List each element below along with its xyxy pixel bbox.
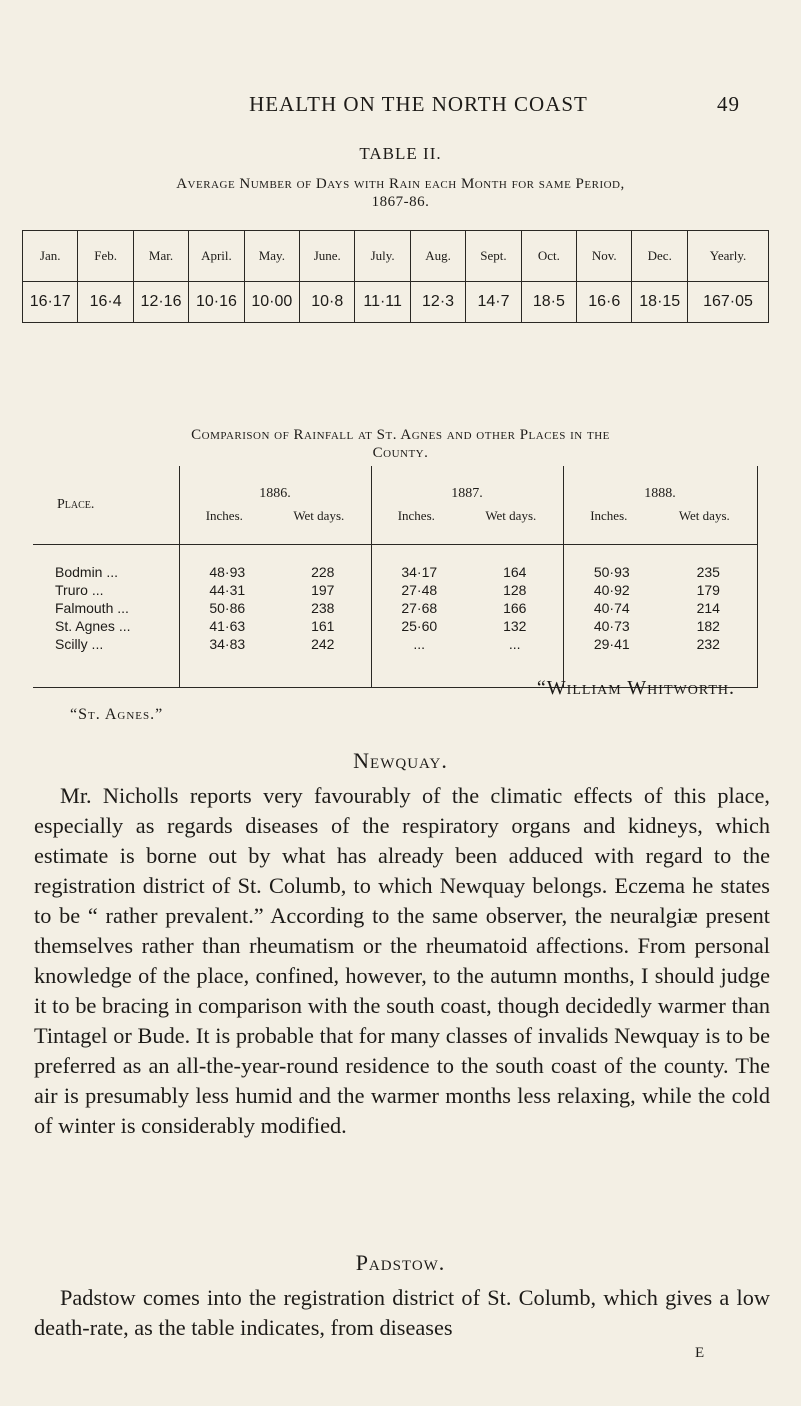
month-value: 12·3 bbox=[410, 282, 465, 323]
inches-value: 27·48 bbox=[401, 582, 438, 598]
place-column bbox=[33, 545, 179, 688]
place-name: Truro ... bbox=[55, 582, 104, 598]
inches-value: 25·60 bbox=[401, 618, 438, 634]
year-label: 1888. bbox=[644, 486, 676, 501]
month-value: 16·6 bbox=[577, 282, 632, 323]
signature-name: “William Whitworth. bbox=[536, 677, 735, 699]
padstow-paragraph: Padstow comes into the registration district of St. Columb, which gives a low death-rate, as the table indicates, from diseases bbox=[34, 1285, 770, 1340]
month-header: Nov. bbox=[577, 231, 632, 282]
days-value: 132 bbox=[503, 618, 527, 634]
rainfall-comparison-table bbox=[33, 466, 758, 688]
month-value: 10·16 bbox=[189, 282, 244, 323]
month-header: Aug. bbox=[410, 231, 465, 282]
inches-value: 50·93 bbox=[593, 564, 630, 580]
table1-caption-line1: Average Number of Days with Rain each Month for same Period, bbox=[176, 176, 625, 192]
month-value: 16·4 bbox=[78, 282, 133, 323]
inches-value: 29·41 bbox=[593, 636, 630, 652]
yearly-value: 167·05 bbox=[688, 282, 769, 323]
month-header: June. bbox=[300, 231, 355, 282]
inches-value: 40·74 bbox=[593, 600, 630, 616]
days-value: 238 bbox=[311, 600, 335, 616]
year-1886-column bbox=[179, 545, 371, 688]
inches-value: 48·93 bbox=[209, 564, 246, 580]
month-value: 14·7 bbox=[466, 282, 521, 323]
days-value: ... bbox=[508, 636, 521, 652]
days-value: 164 bbox=[503, 564, 527, 580]
days-value: 235 bbox=[696, 564, 720, 580]
month-header: July. bbox=[355, 231, 410, 282]
month-header-row bbox=[23, 231, 769, 282]
inches-value: 34·17 bbox=[401, 564, 438, 580]
month-value: 18·15 bbox=[632, 282, 688, 323]
wet-days-label: Wet days. bbox=[293, 508, 345, 523]
table2-caption bbox=[20, 426, 781, 462]
place-name: Falmouth ... bbox=[55, 600, 129, 616]
inches-value: 40·92 bbox=[593, 582, 630, 598]
month-value: 10·00 bbox=[244, 282, 299, 323]
year-1887-column bbox=[371, 545, 563, 688]
days-value: 228 bbox=[311, 564, 335, 580]
days-value: 242 bbox=[311, 636, 335, 652]
month-value: 12·16 bbox=[133, 282, 188, 323]
inches-value: 50·86 bbox=[209, 600, 246, 616]
days-value: 214 bbox=[696, 600, 720, 616]
inches-label: Inches. bbox=[590, 508, 628, 523]
year-label: 1887. bbox=[451, 486, 483, 501]
rain-header-row bbox=[33, 466, 757, 545]
month-header: Mar. bbox=[133, 231, 188, 282]
month-header: Sept. bbox=[466, 231, 521, 282]
month-value: 18·5 bbox=[521, 282, 576, 323]
year-label: 1886. bbox=[259, 486, 291, 501]
inches-value: 44·31 bbox=[209, 582, 246, 598]
page-number: 49 bbox=[717, 92, 740, 116]
monthly-rain-days-table bbox=[22, 230, 769, 323]
year-1888-column bbox=[563, 545, 757, 688]
signature-place: “St. Agnes.” bbox=[70, 706, 164, 723]
inches-label: Inches. bbox=[205, 508, 243, 523]
inches-value: 27·68 bbox=[401, 600, 438, 616]
month-header: Jan. bbox=[23, 231, 78, 282]
newquay-paragraph: Mr. Nicholls reports very favourably of the climatic effects of this place, especially as regards diseases of the respiratory organs and kidneys, which estimate is borne out by what has already been adduced with regard to the registration district of St. Columb, to which Newquay belongs. Eczema he states to be “ rather prevalent.” According to the same observer, the neuralgiæ present themselves rather than rheumatism or the rheumatoid affections. From personal knowledge of the place, confined, however, to the autumn months, I should judge it to be bracing in comparison with the south coast, though decidedly warmer than Tintagel or Bude. It is probable that for many classes of invalids Newquay is to be preferred as an all-the-year-round residence to the south coast of the county. The air is presumably less humid and the warmer months less relaxing, while the cold of winter is considerably modified. bbox=[34, 783, 770, 1138]
wet-days-label: Wet days. bbox=[678, 508, 730, 523]
table2-caption-line1: Comparison of Rainfall at St. Agnes and other Places in the bbox=[191, 427, 610, 443]
days-value: 197 bbox=[311, 582, 335, 598]
place-name: St. Agnes ... bbox=[55, 618, 131, 634]
days-value: 232 bbox=[696, 636, 720, 652]
month-header: May. bbox=[244, 231, 299, 282]
month-value: 16·17 bbox=[23, 282, 78, 323]
yearly-header: Yearly. bbox=[688, 231, 769, 282]
wet-days-label: Wet days. bbox=[485, 508, 537, 523]
month-value: 10·8 bbox=[300, 282, 355, 323]
year-1887-header bbox=[371, 466, 563, 545]
year-1886-header bbox=[179, 466, 371, 545]
inches-label: Inches. bbox=[397, 508, 435, 523]
days-value: 161 bbox=[311, 618, 335, 634]
inches-value: 40·73 bbox=[593, 618, 630, 634]
table-label: TABLE II. bbox=[359, 144, 442, 163]
table2-caption-line2: County. bbox=[372, 445, 429, 461]
inches-value: ... bbox=[413, 636, 426, 652]
inches-value: 34·83 bbox=[209, 636, 246, 652]
days-value: 179 bbox=[696, 582, 720, 598]
month-value: 11·11 bbox=[355, 282, 410, 323]
days-value: 128 bbox=[503, 582, 527, 598]
section-heading-newquay: Newquay. bbox=[353, 748, 448, 773]
table1-caption-line2: 1867-86. bbox=[371, 194, 430, 210]
rain-body-row bbox=[33, 545, 757, 688]
days-value: 166 bbox=[503, 600, 527, 616]
place-name: Scilly ... bbox=[55, 636, 104, 652]
year-1888-header bbox=[563, 466, 757, 545]
section-heading-padstow: Padstow. bbox=[355, 1250, 446, 1275]
month-header: Feb. bbox=[78, 231, 133, 282]
days-value: 182 bbox=[696, 618, 720, 634]
month-header: April. bbox=[189, 231, 244, 282]
place-name: Bodmin ... bbox=[55, 564, 119, 580]
running-title: HEALTH ON THE NORTH COAST bbox=[249, 92, 588, 116]
inches-value: 41·63 bbox=[209, 618, 246, 634]
table1-caption bbox=[20, 175, 781, 211]
running-header bbox=[120, 92, 740, 117]
signature-mark: E bbox=[695, 1345, 705, 1361]
month-values-row bbox=[23, 282, 769, 323]
place-header: Place. bbox=[33, 466, 179, 545]
month-header: Dec. bbox=[632, 231, 688, 282]
month-header: Oct. bbox=[521, 231, 576, 282]
